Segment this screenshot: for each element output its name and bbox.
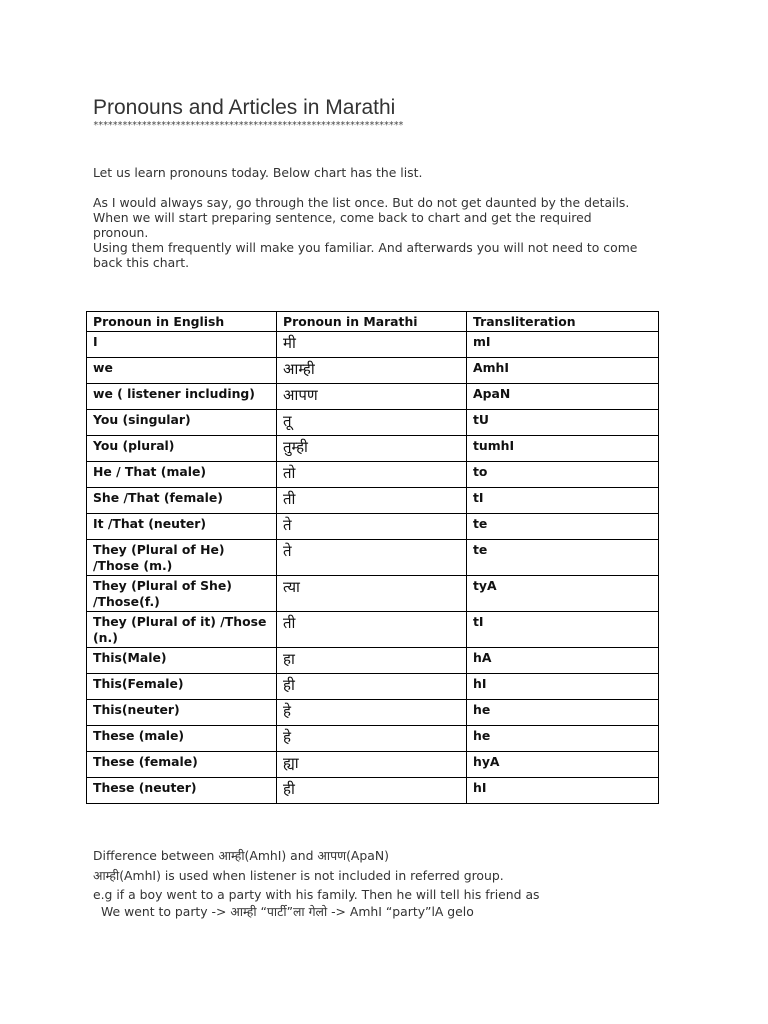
cell-english: we ( listener including) [87, 384, 277, 410]
table-row [87, 332, 659, 358]
footer-line: आम्ही(AmhI) is used when listener is not included in referred group. [93, 868, 504, 883]
cell-transliteration: tU [467, 410, 659, 436]
cell-transliteration: tI [467, 488, 659, 514]
cell-marathi: आपण [277, 384, 467, 410]
cell-english: This(neuter) [87, 700, 277, 726]
footer-line: Difference between आम्ही(AmhI) and आपण(ApaN) [93, 848, 389, 863]
footer-line: e.g if a boy went to a party with his family. Then he will tell his friend as [93, 887, 540, 902]
cell-transliteration: tumhI [467, 436, 659, 462]
table-row [87, 436, 659, 462]
cell-transliteration: tyA [467, 576, 659, 612]
intro-paragraph-line: When we will start preparing sentence, come back to chart and get the required [93, 210, 592, 225]
cell-transliteration: te [467, 514, 659, 540]
title-separator: **************************************************************** [93, 120, 404, 131]
table-row [87, 462, 659, 488]
cell-marathi: हे [277, 700, 467, 726]
cell-marathi: ते [277, 540, 467, 576]
table-row [87, 410, 659, 436]
table-header-row [87, 312, 659, 332]
cell-english: It /That (neuter) [87, 514, 277, 540]
table-row [87, 576, 659, 612]
table-row [87, 384, 659, 410]
table-row [87, 778, 659, 804]
intro-line: Let us learn pronouns today. Below chart has the list. [93, 165, 423, 180]
intro-paragraph-line: As I would always say, go through the list once. But do not get daunted by the details. [93, 195, 630, 210]
table-row [87, 358, 659, 384]
table-row [87, 726, 659, 752]
cell-english: we [87, 358, 277, 384]
cell-marathi: हे [277, 726, 467, 752]
cell-english: This(Male) [87, 648, 277, 674]
intro-paragraph-line: pronoun. [93, 225, 149, 240]
table-row [87, 674, 659, 700]
cell-marathi: मी [277, 332, 467, 358]
cell-transliteration: he [467, 726, 659, 752]
cell-marathi: ती [277, 488, 467, 514]
cell-english: I [87, 332, 277, 358]
cell-english: They (Plural of He) /Those (m.) [87, 540, 277, 576]
cell-marathi: ते [277, 514, 467, 540]
header-transliteration: Transliteration [467, 312, 659, 332]
cell-marathi: तू [277, 410, 467, 436]
cell-transliteration: hyA [467, 752, 659, 778]
cell-english: They (Plural of it) /Those (n.) [87, 612, 277, 648]
cell-english: These (female) [87, 752, 277, 778]
cell-marathi: ही [277, 674, 467, 700]
cell-marathi: त्या [277, 576, 467, 612]
table-row [87, 540, 659, 576]
cell-marathi: ती [277, 612, 467, 648]
cell-english: He / That (male) [87, 462, 277, 488]
pronoun-table [86, 311, 659, 804]
cell-transliteration: hI [467, 674, 659, 700]
table-row [87, 700, 659, 726]
cell-english: You (plural) [87, 436, 277, 462]
table-row [87, 648, 659, 674]
cell-english: They (Plural of She) /Those(f.) [87, 576, 277, 612]
cell-transliteration: AmhI [467, 358, 659, 384]
cell-transliteration: hI [467, 778, 659, 804]
cell-transliteration: hA [467, 648, 659, 674]
cell-transliteration: tI [467, 612, 659, 648]
table-row [87, 612, 659, 648]
table-row [87, 514, 659, 540]
cell-english: These (male) [87, 726, 277, 752]
table-row [87, 752, 659, 778]
intro-paragraph-line: back this chart. [93, 255, 190, 270]
footer-example-line: We went to party -> आम्ही “पार्टी”ला गेलो -> AmhI “party”lA gelo [101, 904, 474, 919]
header-marathi: Pronoun in Marathi [277, 312, 467, 332]
cell-marathi: ह्या [277, 752, 467, 778]
cell-marathi: तो [277, 462, 467, 488]
cell-transliteration: te [467, 540, 659, 576]
cell-transliteration: to [467, 462, 659, 488]
cell-marathi: हा [277, 648, 467, 674]
cell-marathi: आम्ही [277, 358, 467, 384]
cell-marathi: ही [277, 778, 467, 804]
intro-paragraph-line: Using them frequently will make you familiar. And afterwards you will not need to come [93, 240, 638, 255]
header-english: Pronoun in English [87, 312, 277, 332]
cell-english: She /That (female) [87, 488, 277, 514]
page-title: Pronouns and Articles in Marathi [93, 96, 396, 119]
cell-transliteration: he [467, 700, 659, 726]
cell-english: You (singular) [87, 410, 277, 436]
cell-transliteration: mI [467, 332, 659, 358]
table-row [87, 488, 659, 514]
cell-transliteration: ApaN [467, 384, 659, 410]
cell-marathi: तुम्ही [277, 436, 467, 462]
cell-english: This(Female) [87, 674, 277, 700]
cell-english: These (neuter) [87, 778, 277, 804]
